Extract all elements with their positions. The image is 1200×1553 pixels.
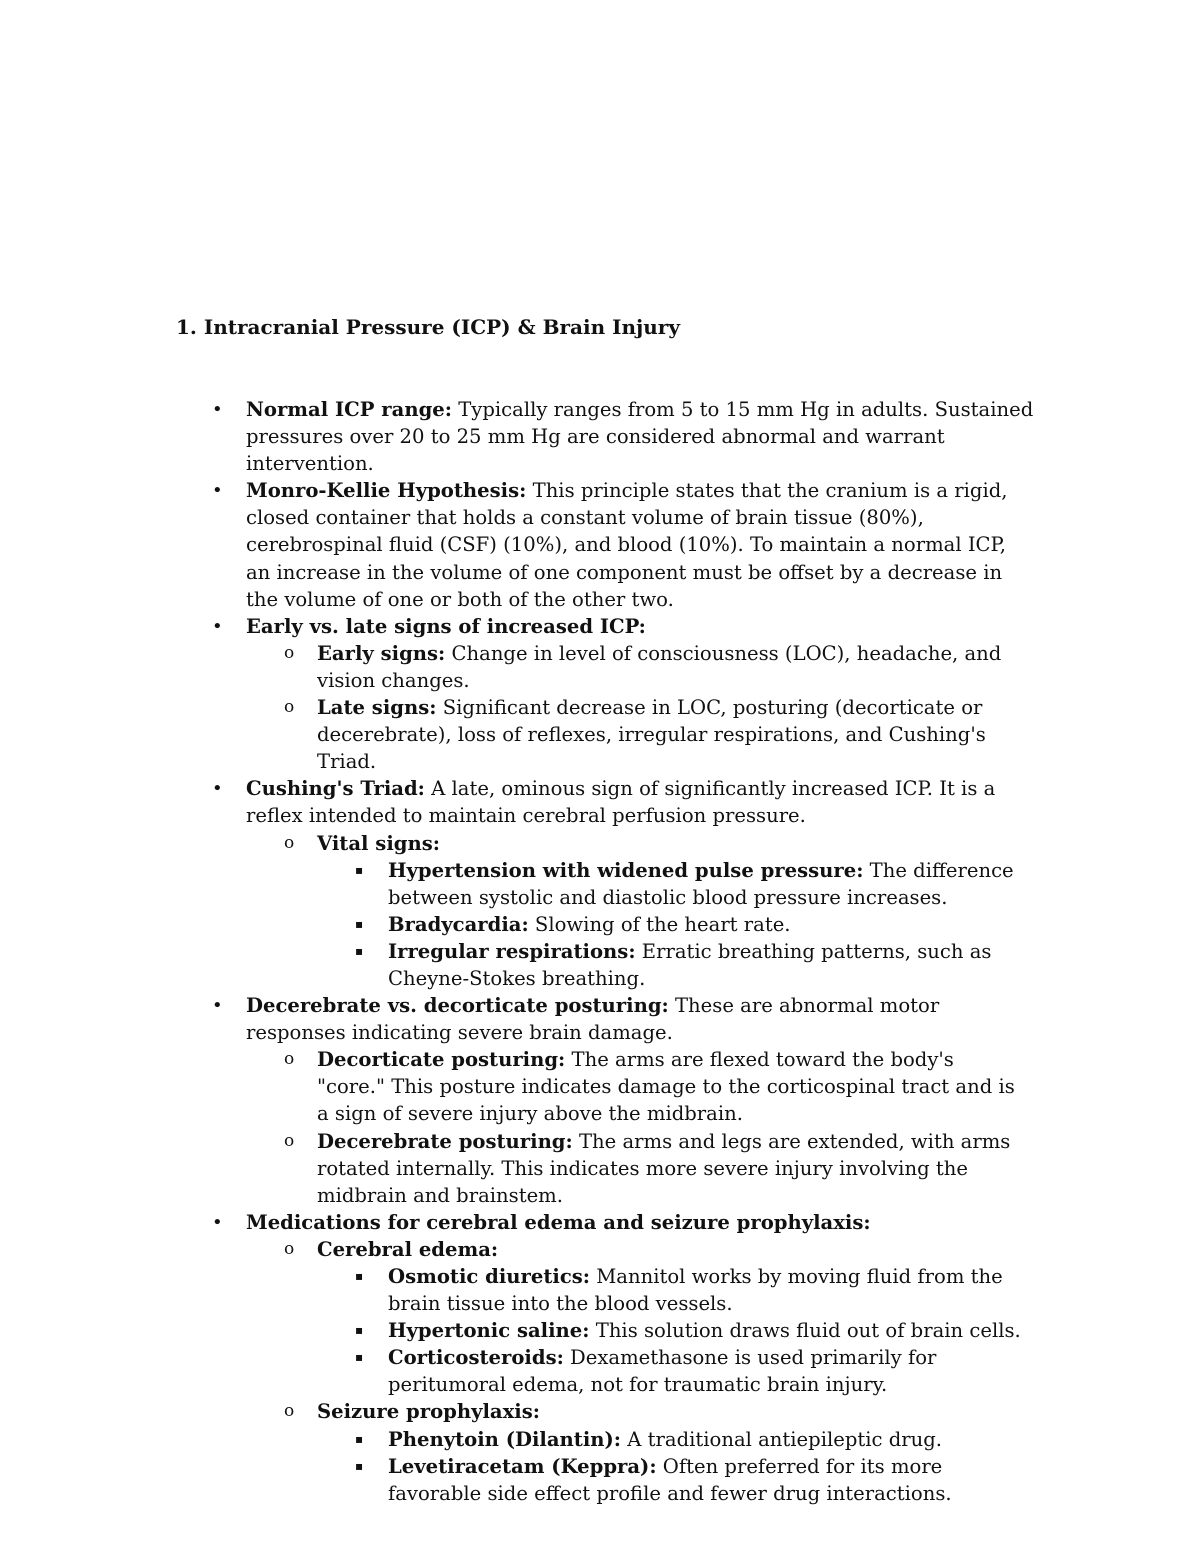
bullet-marker: •	[212, 615, 223, 637]
item-label: Monro-Kellie Hypothesis:	[246, 479, 527, 503]
item-text: Slowing of the heart rate.	[528, 912, 791, 936]
sub-bullet-marker: o	[284, 1401, 295, 1422]
sub-sub-list-item	[0, 938, 1028, 992]
item-label: Decerebrate vs. decorticate posturing:	[246, 994, 669, 1018]
square-bullet-marker: ▪	[355, 1269, 364, 1283]
item-label: Osmotic diuretics:	[388, 1265, 591, 1288]
sub-sub-list-item	[0, 1263, 1028, 1317]
square-bullet-marker: ▪	[355, 1350, 364, 1365]
sub-sub-list-item	[0, 1317, 1028, 1344]
item-text: Dexamethasone is used primarily for peritumoral edema, not for traumatic brain injury.	[388, 1346, 937, 1397]
item-text: Typically ranges from 5 to 15 mm Hg in adults. Sustained pressures over 20 to 25 mm Hg are considered abnormal and warrant intervention.	[246, 398, 1034, 476]
square-bullet-marker: ▪	[355, 862, 364, 877]
list-item	[0, 992, 1036, 1046]
item-text: Often preferred for its more favorable side effect profile and fewer drug interactions.	[388, 1454, 952, 1505]
item-label: Early signs:	[317, 641, 446, 665]
sub-sub-list-item	[0, 1453, 1028, 1507]
item-text: The arms are flexed toward the body's "core." This posture indicates damage to the corticospinal tract and is a sign of severe injury above the midbrain.	[317, 1048, 1015, 1126]
bullet-marker: •	[212, 480, 223, 502]
item-text: Significant decrease in LOC, posturing (decorticate or decerebrate), loss of reflexes, irregular respirations, and Cushing's Triad.	[317, 696, 986, 774]
list-item	[0, 1209, 1036, 1236]
item-text: A late, ominous sign of significantly increased ICP. It is a reflex intended to maintain cerebral perfusion pressure.	[246, 777, 996, 828]
bullet-marker: •	[212, 1211, 223, 1233]
square-bullet-marker: ▪	[355, 916, 364, 931]
bullet-marker: •	[212, 995, 223, 1017]
item-text: The difference between systolic and diastolic blood pressure increases.	[388, 858, 1014, 909]
item-label: Levetiracetam (Keppra):	[388, 1454, 657, 1478]
item-label: Normal ICP range:	[246, 398, 452, 421]
item-text: This principle states that the cranium is a rigid, closed container that holds a constant volume of brain tissue (80%), cerebrospinal fluid (CSF) (10%), and blood (10%). To maintain a normal ICP, an increase in the volume of one component must be offset by a decrease in the volume of one or both of the other two.	[246, 479, 1008, 611]
sub-bullet-marker: o	[284, 642, 295, 663]
sub-bullet-marker: o	[284, 832, 295, 853]
item-text: This solution draws fluid out of brain cells.	[589, 1319, 1021, 1343]
item-label: Early vs. late signs of increased ICP:	[246, 614, 646, 638]
item-label: Hypertonic saline:	[388, 1319, 590, 1343]
sub-list-item	[0, 1128, 1017, 1209]
item-label: Corticosteroids:	[388, 1346, 564, 1370]
sub-list-item	[0, 694, 1017, 775]
item-label: Cerebral edema:	[317, 1237, 499, 1261]
item-label: Late signs:	[317, 696, 437, 720]
sub-sub-list-item	[0, 911, 1028, 938]
item-label: Decerebrate posturing:	[317, 1129, 573, 1153]
sub-bullet-marker: o	[284, 1130, 295, 1151]
item-label: Irregular respirations:	[388, 939, 636, 963]
item-label: Bradycardia:	[388, 912, 529, 936]
list-item	[0, 396, 1036, 477]
sub-list-item	[0, 1046, 1017, 1127]
item-text: The arms and legs are extended, with arms rotated internally. This indicates more severe injury involving the midbrain and brainstem.	[317, 1129, 1011, 1207]
sub-list-item	[0, 1398, 1017, 1425]
list-item	[0, 477, 1036, 612]
square-bullet-marker: ▪	[355, 1431, 364, 1446]
sub-list-item	[0, 1236, 1017, 1263]
sub-sub-list-item	[0, 857, 1028, 911]
sub-sub-list-item	[0, 1426, 1028, 1453]
square-bullet-marker: ▪	[355, 943, 364, 958]
item-label: Vital signs:	[317, 831, 440, 855]
item-text: Change in level of consciousness (LOC), headache, and vision changes.	[317, 641, 1002, 692]
square-bullet-marker: ▪	[355, 1323, 364, 1338]
bullet-marker: •	[212, 778, 223, 800]
sub-bullet-marker: o	[284, 1238, 295, 1259]
sub-list-item	[0, 640, 1017, 694]
sub-list-item	[0, 830, 1017, 857]
item-label: Phenytoin (Dilantin):	[388, 1427, 622, 1451]
item-text: Erratic breathing patterns, such as Cheyne-Stokes breathing.	[388, 939, 992, 990]
item-text: A traditional antiepileptic drug.	[621, 1427, 943, 1451]
bullet-list	[0, 396, 1200, 1507]
list-item	[0, 613, 1036, 640]
item-label: Hypertension with widened pulse pressure:	[388, 858, 864, 882]
item-label: Decorticate posturing:	[317, 1048, 566, 1072]
item-label: Seizure prophylaxis:	[317, 1400, 540, 1424]
sub-bullet-marker: o	[284, 697, 295, 718]
item-label: Medications for cerebral edema and seizure prophylaxis:	[246, 1210, 871, 1234]
sub-sub-list-item	[0, 1344, 1028, 1398]
item-label: Cushing's Triad:	[246, 777, 425, 801]
square-bullet-marker: ▪	[355, 1458, 364, 1473]
list-item	[0, 775, 1036, 829]
item-text: These are abnormal motor responses indicating severe brain damage.	[246, 994, 940, 1045]
sub-bullet-marker: o	[284, 1049, 295, 1070]
section-title: 1. Intracranial Pressure (ICP) & Brain Injury	[176, 315, 680, 339]
item-text: Mannitol works by moving fluid from the brain tissue into the blood vessels.	[388, 1265, 1003, 1316]
bullet-marker: •	[212, 399, 223, 420]
